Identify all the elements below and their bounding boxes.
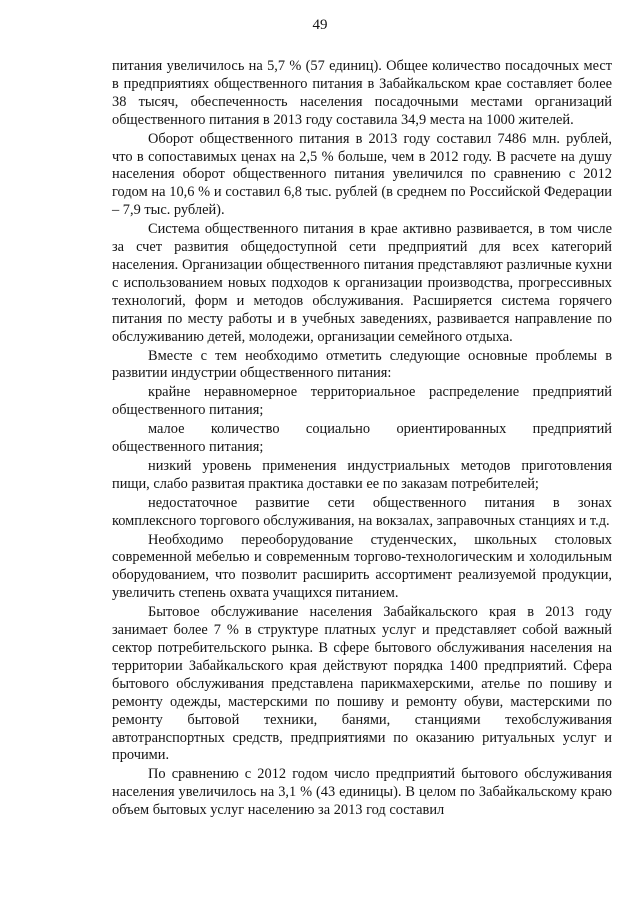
problem-item-distribution: крайне неравномерное территориальное распределение предприятий общественного питания; — [112, 384, 612, 419]
document-body — [112, 58, 612, 820]
paragraph-catering-turnover: Оборот общественного питания в 2013 году составил 7486 млн. рублей, что в сопоставимых ценах на 2,5 % больше, чем в 2012 году. В расчете на душу населения оборот общественного питания увеличился по сравнению с 2012 годом на 10,6 % и составил 6,8 тыс. рублей (в среднем по Российской Федерации – 7,9 тыс. рублей). — [112, 130, 612, 219]
problem-item-industrial-methods: низкий уровень применения индустриальных методов приготовления пищи, слабо развитая практика доставки ее по заказам потребителей; — [112, 457, 612, 492]
paragraph-services-comparison: По сравнению с 2012 годом число предприятий бытового обслуживания населения увеличилось на 3,1 % (43 единицы). В целом по Забайкальскому краю объем бытовых услуг населению за 2013 год составил — [112, 766, 612, 819]
problem-item-network: недостаточное развитие сети общественного питания в зонах комплексного торгового обслуживания, на вокзалах, заправочных станциях и т.д. — [112, 494, 612, 529]
paragraph-catering-system: Система общественного питания в крае активно развивается, в том числе за счет развития общедоступной сети предприятий для всех категорий населения. Организации общественного питания представляют различные кухни с использованием новых подходов к организации производства, прогрессивных технологий, форм и методов обслуживания. Расширяется система горячего питания по месту работы и в учебных заведениях, развивается направление по обслуживанию детей, молодежи, организации семейного отдыха. — [112, 221, 612, 345]
paragraph-canteen-reequipment: Необходимо переоборудование студенческих, школьных столовых современной мебелью и современным торгово-технологическим и холодильным оборудованием, что позволит расширить ассортимент реализуемой продукции, увеличить степень охвата учащихся питанием. — [112, 531, 612, 602]
paragraph-consumer-services: Бытовое обслуживание населения Забайкальского края в 2013 году занимает более 7 % в структуре платных услуг и представляет собой важный сектор потребительского рынка. В сфере бытового обслуживания населения на территории Забайкальского края действуют порядка 1400 предприятий. Сфера бытового обслуживания представлена парикмахерскими, ателье по пошиву и ремонту одежды, мастерскими по пошиву и ремонту обуви, мастерскими по ремонту бытовой техники, банями, станциями техобслуживания автотранспортных средств, предприятиями по оказанию ритуальных услуг и прочими. — [112, 604, 612, 764]
paragraph-catering-growth: питания увеличилось на 5,7 % (57 единиц). Общее количество посадочных мест в предприятиях общественного питания в Забайкальском крае составляет более 38 тысяч, обеспеченность населения посадочными местами организаций общественного питания в 2013 году составила 34,9 места на 1000 жителей. — [112, 58, 612, 128]
page-number: 49 — [312, 17, 328, 33]
paragraph-problems-intro: Вместе с тем необходимо отметить следующие основные проблемы в развитии индустрии общественного питания: — [112, 347, 612, 382]
problem-item-social: малое количество социально ориентированных предприятий общественного питания; — [112, 421, 612, 456]
